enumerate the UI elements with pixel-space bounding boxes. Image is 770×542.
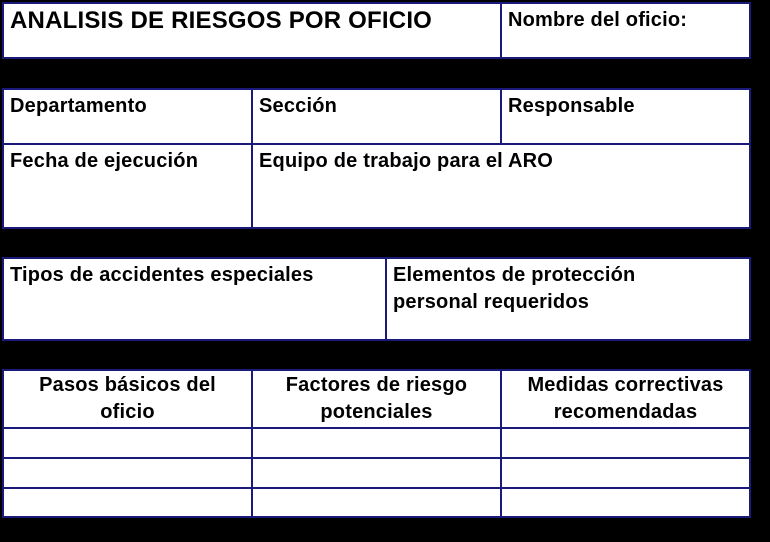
equipo-trabajo-field[interactable] <box>251 143 751 229</box>
elementos-proteccion-label <box>393 262 743 316</box>
nombre-oficio-label: Nombre del oficio: <box>508 9 688 31</box>
table-cell-factores-row3[interactable] <box>251 487 502 518</box>
table-cell-medidas-row3[interactable] <box>500 487 751 518</box>
factores-header-line1: Factores de riesgo <box>285 374 468 396</box>
tipos-accidentes-label: Tipos de accidentes especiales <box>10 264 314 286</box>
elementos-proteccion-field[interactable] <box>385 257 751 341</box>
elementos-proteccion-line1: Elementos de protección <box>393 264 636 286</box>
pasos-header-line2: oficio <box>100 401 155 423</box>
fecha-ejecucion-label: Fecha de ejecución <box>10 150 199 172</box>
responsable-label: Responsable <box>508 95 635 117</box>
equipo-trabajo-label: Equipo de trabajo para el ARO <box>259 150 553 172</box>
table-cell-pasos-row1[interactable] <box>2 427 253 459</box>
elementos-proteccion-line2: personal requeridos <box>393 291 590 313</box>
responsable-field[interactable] <box>500 88 751 145</box>
form-title: ANALISIS DE RIESGOS POR OFICIO <box>10 7 433 34</box>
seccion-field[interactable] <box>251 88 502 145</box>
column-header-factores <box>251 369 502 429</box>
table-cell-medidas-row1[interactable] <box>500 427 751 459</box>
column-header-medidas <box>500 369 751 429</box>
medidas-header-line1: Medidas correctivas <box>527 374 724 396</box>
table-cell-pasos-row3[interactable] <box>2 487 253 518</box>
pasos-header-line1: Pasos básicos del <box>39 374 216 396</box>
table-cell-factores-row1[interactable] <box>251 427 502 459</box>
table-cell-pasos-row2[interactable] <box>2 457 253 489</box>
tipos-accidentes-field[interactable] <box>2 257 387 341</box>
seccion-label: Sección <box>259 95 338 117</box>
table-cell-factores-row2[interactable] <box>251 457 502 489</box>
nombre-oficio-field[interactable] <box>500 2 751 59</box>
column-header-pasos <box>2 369 253 429</box>
form-title-cell <box>2 2 502 59</box>
medidas-header-line2: recomendadas <box>553 401 698 423</box>
table-cell-medidas-row2[interactable] <box>500 457 751 489</box>
departamento-field[interactable] <box>2 88 253 145</box>
factores-header-line2: potenciales <box>320 401 433 423</box>
departamento-label: Departamento <box>10 95 147 117</box>
fecha-ejecucion-field[interactable] <box>2 143 253 229</box>
